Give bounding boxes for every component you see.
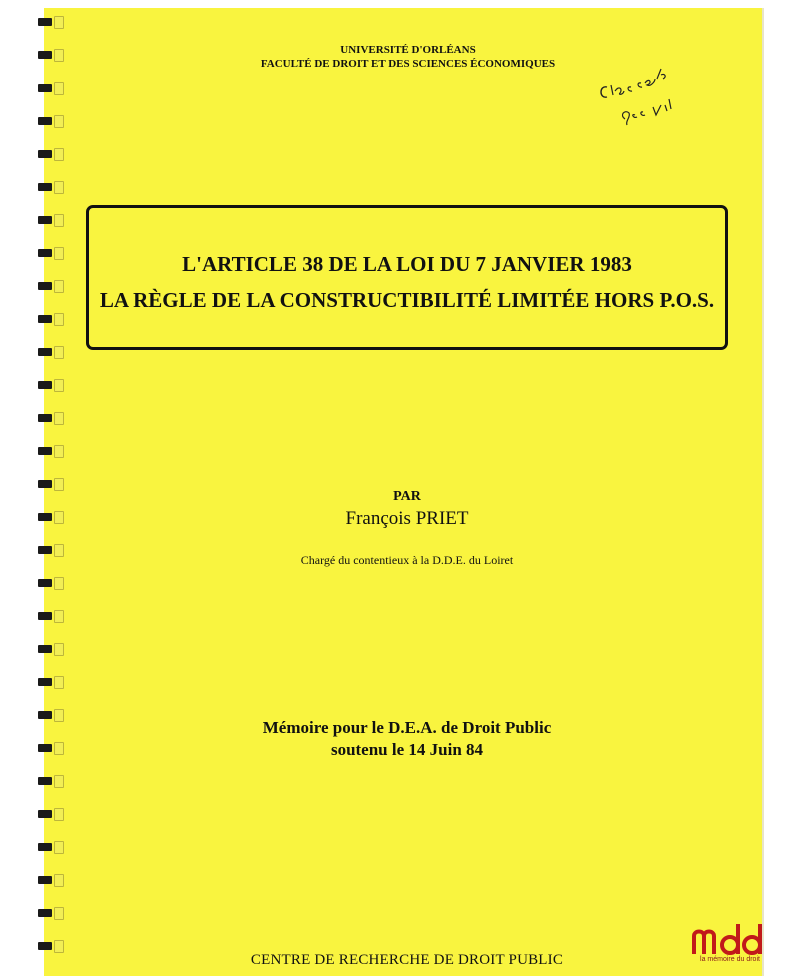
author-role: Chargé du contentieux à la D.D.E. du Loiret	[300, 553, 514, 567]
binding-slot	[54, 577, 64, 590]
binding-ring	[38, 843, 52, 851]
binding-ring	[38, 18, 52, 26]
binding-ring	[38, 909, 52, 917]
binding-slot	[54, 445, 64, 458]
binding-ring	[38, 810, 52, 818]
title-box	[86, 205, 728, 350]
title-line-1: L'ARTICLE 38 DE LA LOI DU 7 JANVIER 1983	[182, 252, 632, 276]
binding-slot	[54, 412, 64, 425]
binding-ring	[38, 381, 52, 389]
binding-slot	[54, 775, 64, 788]
binding-slot	[54, 148, 64, 161]
binding-ring	[38, 876, 52, 884]
author-name: François PRIET	[345, 508, 469, 529]
logo-tagline: la mémoire du droit	[700, 956, 760, 963]
by-label: PAR	[393, 489, 421, 504]
binding-slot	[54, 379, 64, 392]
publisher-logo	[690, 920, 770, 976]
title-line-2: LA RÈGLE DE LA CONSTRUCTIBILITÉ LIMITÉE HORS P.O.S.	[99, 288, 715, 312]
thesis-line-1: Mémoire pour le D.E.A. de Droit Public	[262, 718, 552, 737]
research-centre: CENTRE DE RECHERCHE DE DROIT PUBLIC	[250, 952, 564, 968]
binding-ring	[38, 150, 52, 158]
spiral-binding	[0, 0, 60, 976]
binding-slot	[54, 16, 64, 29]
binding-ring	[38, 348, 52, 356]
binding-ring	[38, 447, 52, 455]
binding-ring	[38, 84, 52, 92]
thesis-line-2: soutenu le 14 Juin 84	[330, 740, 484, 759]
binding-ring	[38, 678, 52, 686]
binding-slot	[54, 643, 64, 656]
university-name: UNIVERSITÉ D'ORLÉANS	[340, 44, 476, 56]
binding-ring	[38, 579, 52, 587]
binding-ring	[38, 777, 52, 785]
binding-slot	[54, 610, 64, 623]
binding-ring	[38, 183, 52, 191]
binding-slot	[54, 874, 64, 887]
binding-ring	[38, 315, 52, 323]
binding-ring	[38, 480, 52, 488]
binding-slot	[54, 676, 64, 689]
binding-ring	[38, 117, 52, 125]
binding-slot	[54, 841, 64, 854]
binding-slot	[54, 280, 64, 293]
binding-ring	[38, 612, 52, 620]
binding-ring	[38, 216, 52, 224]
binding-ring	[38, 414, 52, 422]
binding-slot	[54, 214, 64, 227]
binding-ring	[38, 282, 52, 290]
binding-slot	[54, 808, 64, 821]
binding-ring	[38, 249, 52, 257]
handwritten-note	[593, 55, 693, 135]
faculty-name: FACULTÉ DE DROIT ET DES SCIENCES ÉCONOMIQUES	[260, 58, 556, 70]
binding-slot	[54, 181, 64, 194]
binding-ring	[38, 942, 52, 950]
binding-ring	[38, 645, 52, 653]
binding-slot	[54, 346, 64, 359]
binding-slot	[54, 82, 64, 95]
binding-slot	[54, 247, 64, 260]
binding-slot	[54, 907, 64, 920]
binding-slot	[54, 115, 64, 128]
mdd-logo-mark	[690, 920, 770, 958]
binding-slot	[54, 313, 64, 326]
